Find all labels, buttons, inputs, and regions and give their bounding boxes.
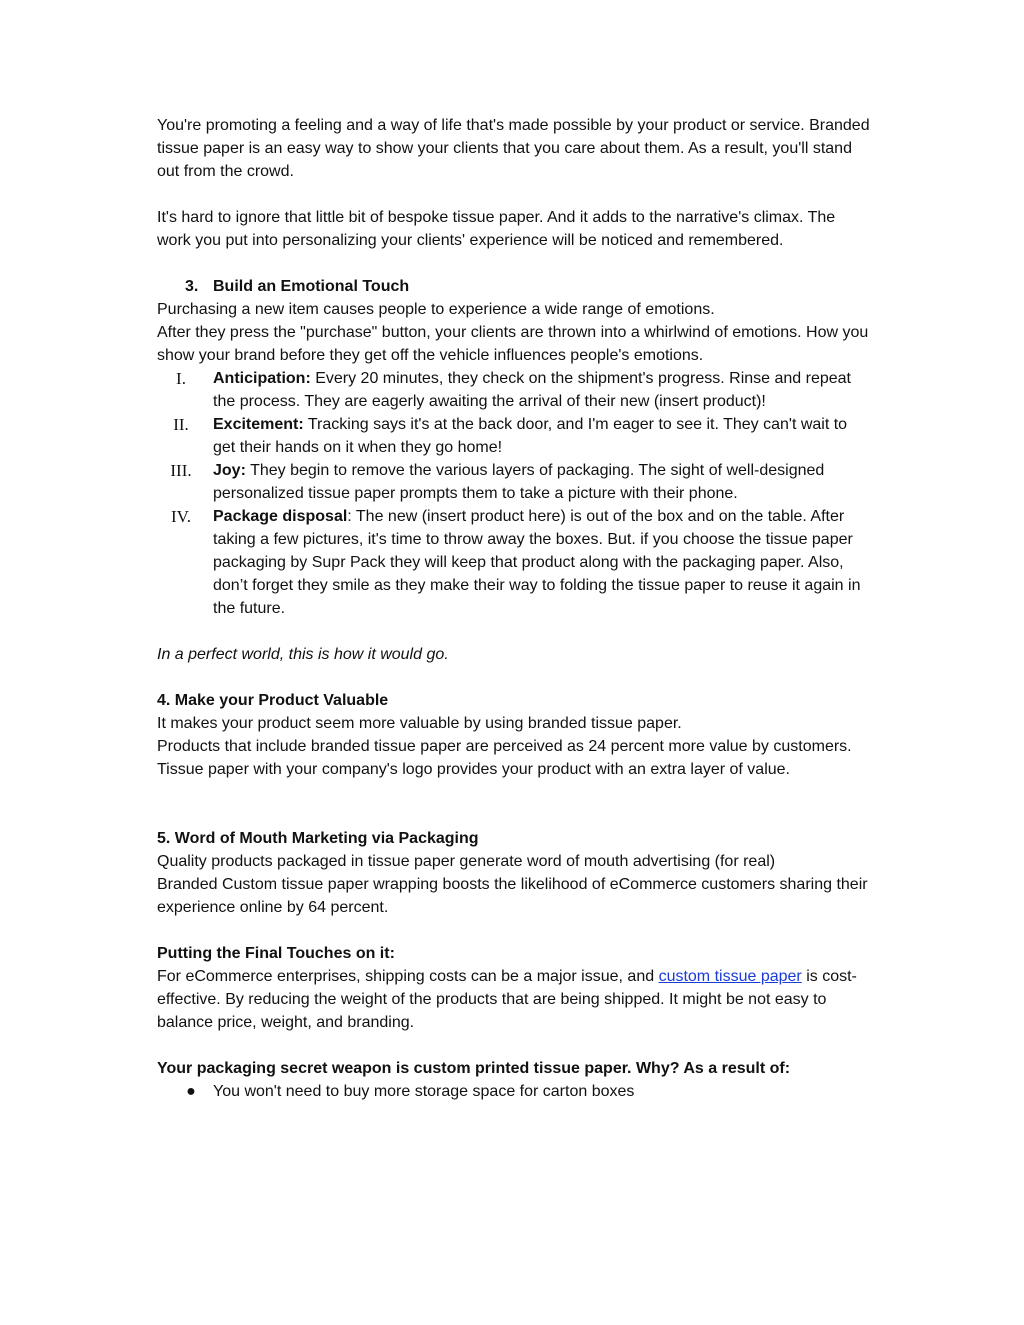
roman-numeral: III.: [170, 461, 192, 480]
emotion-label: Package disposal: [213, 508, 348, 525]
intro-paragraph-2: It's hard to ignore that little bit of bespoke tissue paper. And it adds to the narrative's climax. The work you put into personalizing your clients' experience will be noticed and remembered.: [157, 209, 836, 249]
emotion-text: They begin to remove the various layers of packaging. The sight of well-designed personalized tissue paper prompts them to take a picture with their phone.: [213, 462, 825, 502]
bullet-dot-icon: ●: [186, 1083, 196, 1100]
section-4-heading: 4. Make your Product Valuable: [157, 692, 389, 709]
section-3-number: 3.: [185, 278, 199, 295]
emotion-label: Excitement:: [213, 416, 304, 433]
section-5-heading: 5. Word of Mouth Marketing via Packaging: [157, 830, 479, 847]
roman-numeral: I.: [176, 369, 186, 388]
emotion-item-excitement: [157, 413, 872, 459]
custom-tissue-paper-link[interactable]: custom tissue paper: [658, 968, 802, 985]
bullet-item: [157, 1080, 872, 1103]
section-3-heading: [185, 275, 872, 298]
section-5-line-2: Branded Custom tissue paper wrapping boosts the likelihood of eCommerce customers sharing their experience online by 64 percent.: [157, 876, 868, 916]
emotion-text: : The new (insert product here) is out of the box and on the table. After taking a few pictures, it's time to throw away the boxes. But. if you choose the tissue paper packaging by Supr Pack they will keep that product along with the packaging paper. Also, don’t forget they smile as they make their way to folding the tissue paper to reuse it again in the future.: [213, 508, 861, 617]
section-4-line-2: Products that include branded tissue paper are perceived as 24 percent more value by customers. Tissue paper with your company's logo provides your product with an extra layer of value.: [157, 738, 852, 778]
secret-weapon-heading: Your packaging secret weapon is custom printed tissue paper. Why? As a result of:: [157, 1060, 791, 1077]
final-touches-heading: Putting the Final Touches on it:: [157, 945, 395, 962]
emotion-item-package-disposal: [157, 505, 872, 620]
document-page: [157, 114, 872, 1103]
emotion-text: Tracking says it's at the back door, and I'm eager to see it. They can't wait to get their hands on it when they go home!: [213, 416, 848, 456]
section-5-line-1: Quality products packaged in tissue paper generate word of mouth advertising (for real): [157, 853, 776, 870]
roman-numeral: IV.: [171, 507, 191, 526]
emotion-item-joy: [157, 459, 872, 505]
section-3-closing: In a perfect world, this is how it would go.: [157, 646, 449, 663]
emotion-text: Every 20 minutes, they check on the shipment's progress. Rinse and repeat the process. They are eagerly awaiting the arrival of their new (insert product)!: [213, 370, 851, 410]
section-3-line-1: Purchasing a new item causes people to experience a wide range of emotions.: [157, 301, 715, 318]
section-4-line-1: It makes your product seem more valuable by using branded tissue paper.: [157, 715, 682, 732]
final-text-before: For eCommerce enterprises, shipping costs can be a major issue, and: [157, 968, 659, 985]
emotion-label: Anticipation:: [213, 370, 311, 387]
roman-numeral: II.: [173, 415, 189, 434]
section-3-title: Build an Emotional Touch: [213, 278, 410, 295]
emotion-item-anticipation: [157, 367, 872, 413]
emotion-label: Joy:: [213, 462, 246, 479]
bullet-text: You won't need to buy more storage space for carton boxes: [213, 1083, 635, 1100]
final-text-after: is cost-effective. By reducing the weight of the products that are being shipped. It might be not easy to balance price, weight, and branding.: [157, 968, 857, 1031]
final-touches-paragraph: [157, 965, 872, 1034]
intro-paragraph-1: You're promoting a feeling and a way of life that's made possible by your product or service. Branded tissue paper is an easy way to show your clients that you care about them. As a result, you'll stand out from the crowd.: [157, 117, 870, 180]
section-3-line-2: After they press the "purchase" button, your clients are thrown into a whirlwind of emotions. How you show your brand before they get off the vehicle influences people's emotions.: [157, 324, 869, 364]
